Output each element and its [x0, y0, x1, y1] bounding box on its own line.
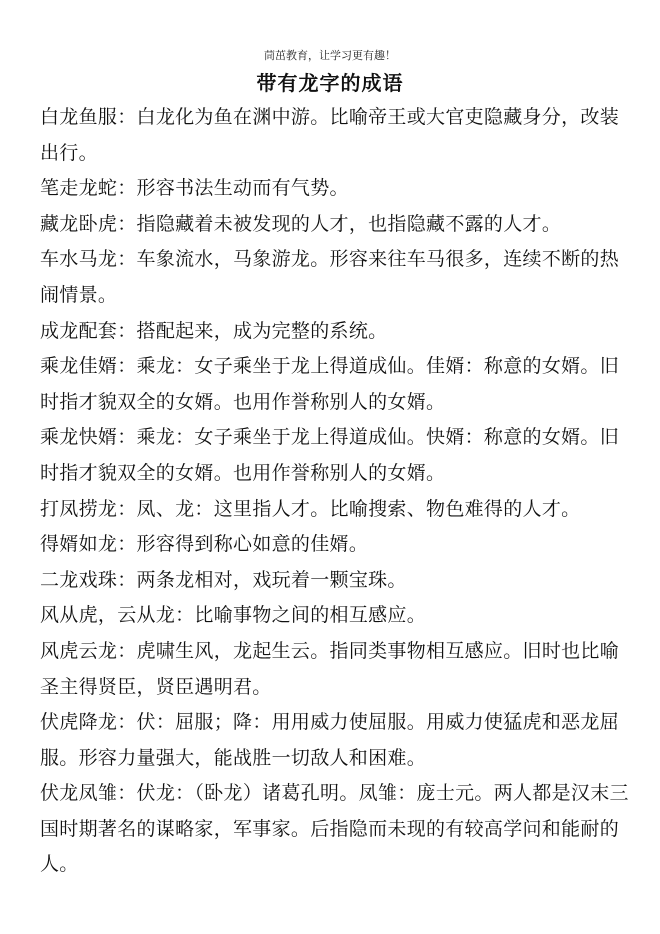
term-separator: ： [117, 639, 137, 662]
idiom-entry [40, 207, 630, 243]
term-separator: ： [117, 106, 137, 128]
idiom-term: 成龙配套 [40, 319, 118, 342]
term-separator: ： [117, 212, 137, 235]
idiom-definition: 伏：屈服；降：用用威力使屈服。用威力使猛虎和恶龙屈服。形容力量强大，能战胜一切敌人和困难。 [40, 711, 620, 769]
idiom-entry [40, 527, 630, 563]
idiom-definition: 凤、龙：这里指人才。比喻搜索、物色难得的人才。 [136, 497, 581, 520]
idiom-definition: 白龙化为鱼在渊中游。比喻帝王或大官吏隐藏身分，改装出行。 [40, 106, 620, 164]
term-separator: ： [117, 782, 137, 805]
idiom-definition: 形容得到称心如意的佳婿。 [136, 533, 369, 556]
term-separator: ： [117, 248, 137, 271]
idiom-definition: 两条龙相对，戏玩着一颗宝珠。 [136, 568, 407, 591]
idiom-definition: 指隐藏着未被发现的人才，也指隐藏不露的人才。 [136, 212, 562, 235]
term-separator: ： [117, 426, 137, 449]
idiom-entry [40, 705, 630, 776]
idiom-list [40, 100, 630, 883]
idiom-entry [40, 171, 630, 207]
idiom-entry [40, 242, 630, 313]
idiom-definition: 比喻事物之间的相互感应。 [194, 604, 427, 627]
term-separator: ： [117, 533, 137, 556]
idiom-term: 乘龙快婿 [40, 426, 118, 449]
idiom-definition: 乘龙：女子乘坐于龙上得道成仙。佳婿：称意的女婿。旧时指才貌双全的女婿。也用作誉称别人的女婿。 [40, 355, 620, 413]
idiom-entry [40, 349, 630, 420]
idiom-entry [40, 634, 630, 705]
idiom-entry [40, 598, 630, 634]
idiom-entry [40, 314, 630, 350]
idiom-term: 得婿如龙 [40, 533, 118, 556]
idiom-term: 乘龙佳婿 [40, 355, 118, 378]
term-separator: ： [175, 604, 195, 627]
idiom-definition: 虎啸生风，龙起生云。指同类事物相互感应。旧时也比喻圣主得贤臣，贤臣遇明君。 [40, 639, 620, 698]
term-separator: ： [117, 711, 137, 734]
idiom-term: 风虎云龙 [40, 639, 118, 662]
term-separator: ： [117, 497, 137, 520]
idiom-definition: 车象流水，马象游龙。形容来往车马很多，连续不断的热闹情景。 [40, 248, 620, 306]
idiom-term: 伏虎降龙 [40, 711, 118, 734]
idiom-definition: 搭配起来，成为完整的系统。 [136, 319, 388, 342]
idiom-entry [40, 563, 630, 599]
idiom-definition: 伏龙：（卧龙）诸葛孔明。凤雏：庞士元。两人都是汉末三国时期著名的谋略家，军事家。后指隐而未现的有较高学问和能耐的人。 [40, 782, 629, 876]
term-separator: ： [117, 177, 137, 200]
idiom-term: 车水马龙 [40, 248, 118, 271]
idiom-entry [40, 776, 630, 883]
idiom-term: 打凤捞龙 [40, 497, 118, 520]
idiom-term: 藏龙卧虎 [40, 212, 118, 235]
page-header: 茼茁教育，让学习更有趣！ [264, 49, 396, 62]
term-separator: ： [117, 319, 137, 342]
idiom-term: 白龙鱼服 [40, 106, 118, 128]
idiom-entry [40, 100, 630, 171]
idiom-definition: 形容书法生动而有气势。 [136, 177, 349, 200]
idiom-entry [40, 420, 630, 491]
idiom-definition: 乘龙：女子乘坐于龙上得道成仙。快婿：称意的女婿。旧时指才貌双全的女婿。也用作誉称别人的女婿。 [40, 426, 620, 484]
idiom-entry [40, 492, 630, 528]
idiom-term: 风从虎，云从龙 [40, 604, 176, 627]
page-title: 带有龙字的成语 [256, 71, 404, 95]
term-separator: ： [117, 355, 137, 378]
idiom-term: 伏龙凤雏 [40, 782, 118, 805]
idiom-term: 二龙戏珠 [40, 568, 118, 591]
idiom-term: 笔走龙蛇 [40, 177, 118, 200]
term-separator: ： [117, 568, 137, 591]
